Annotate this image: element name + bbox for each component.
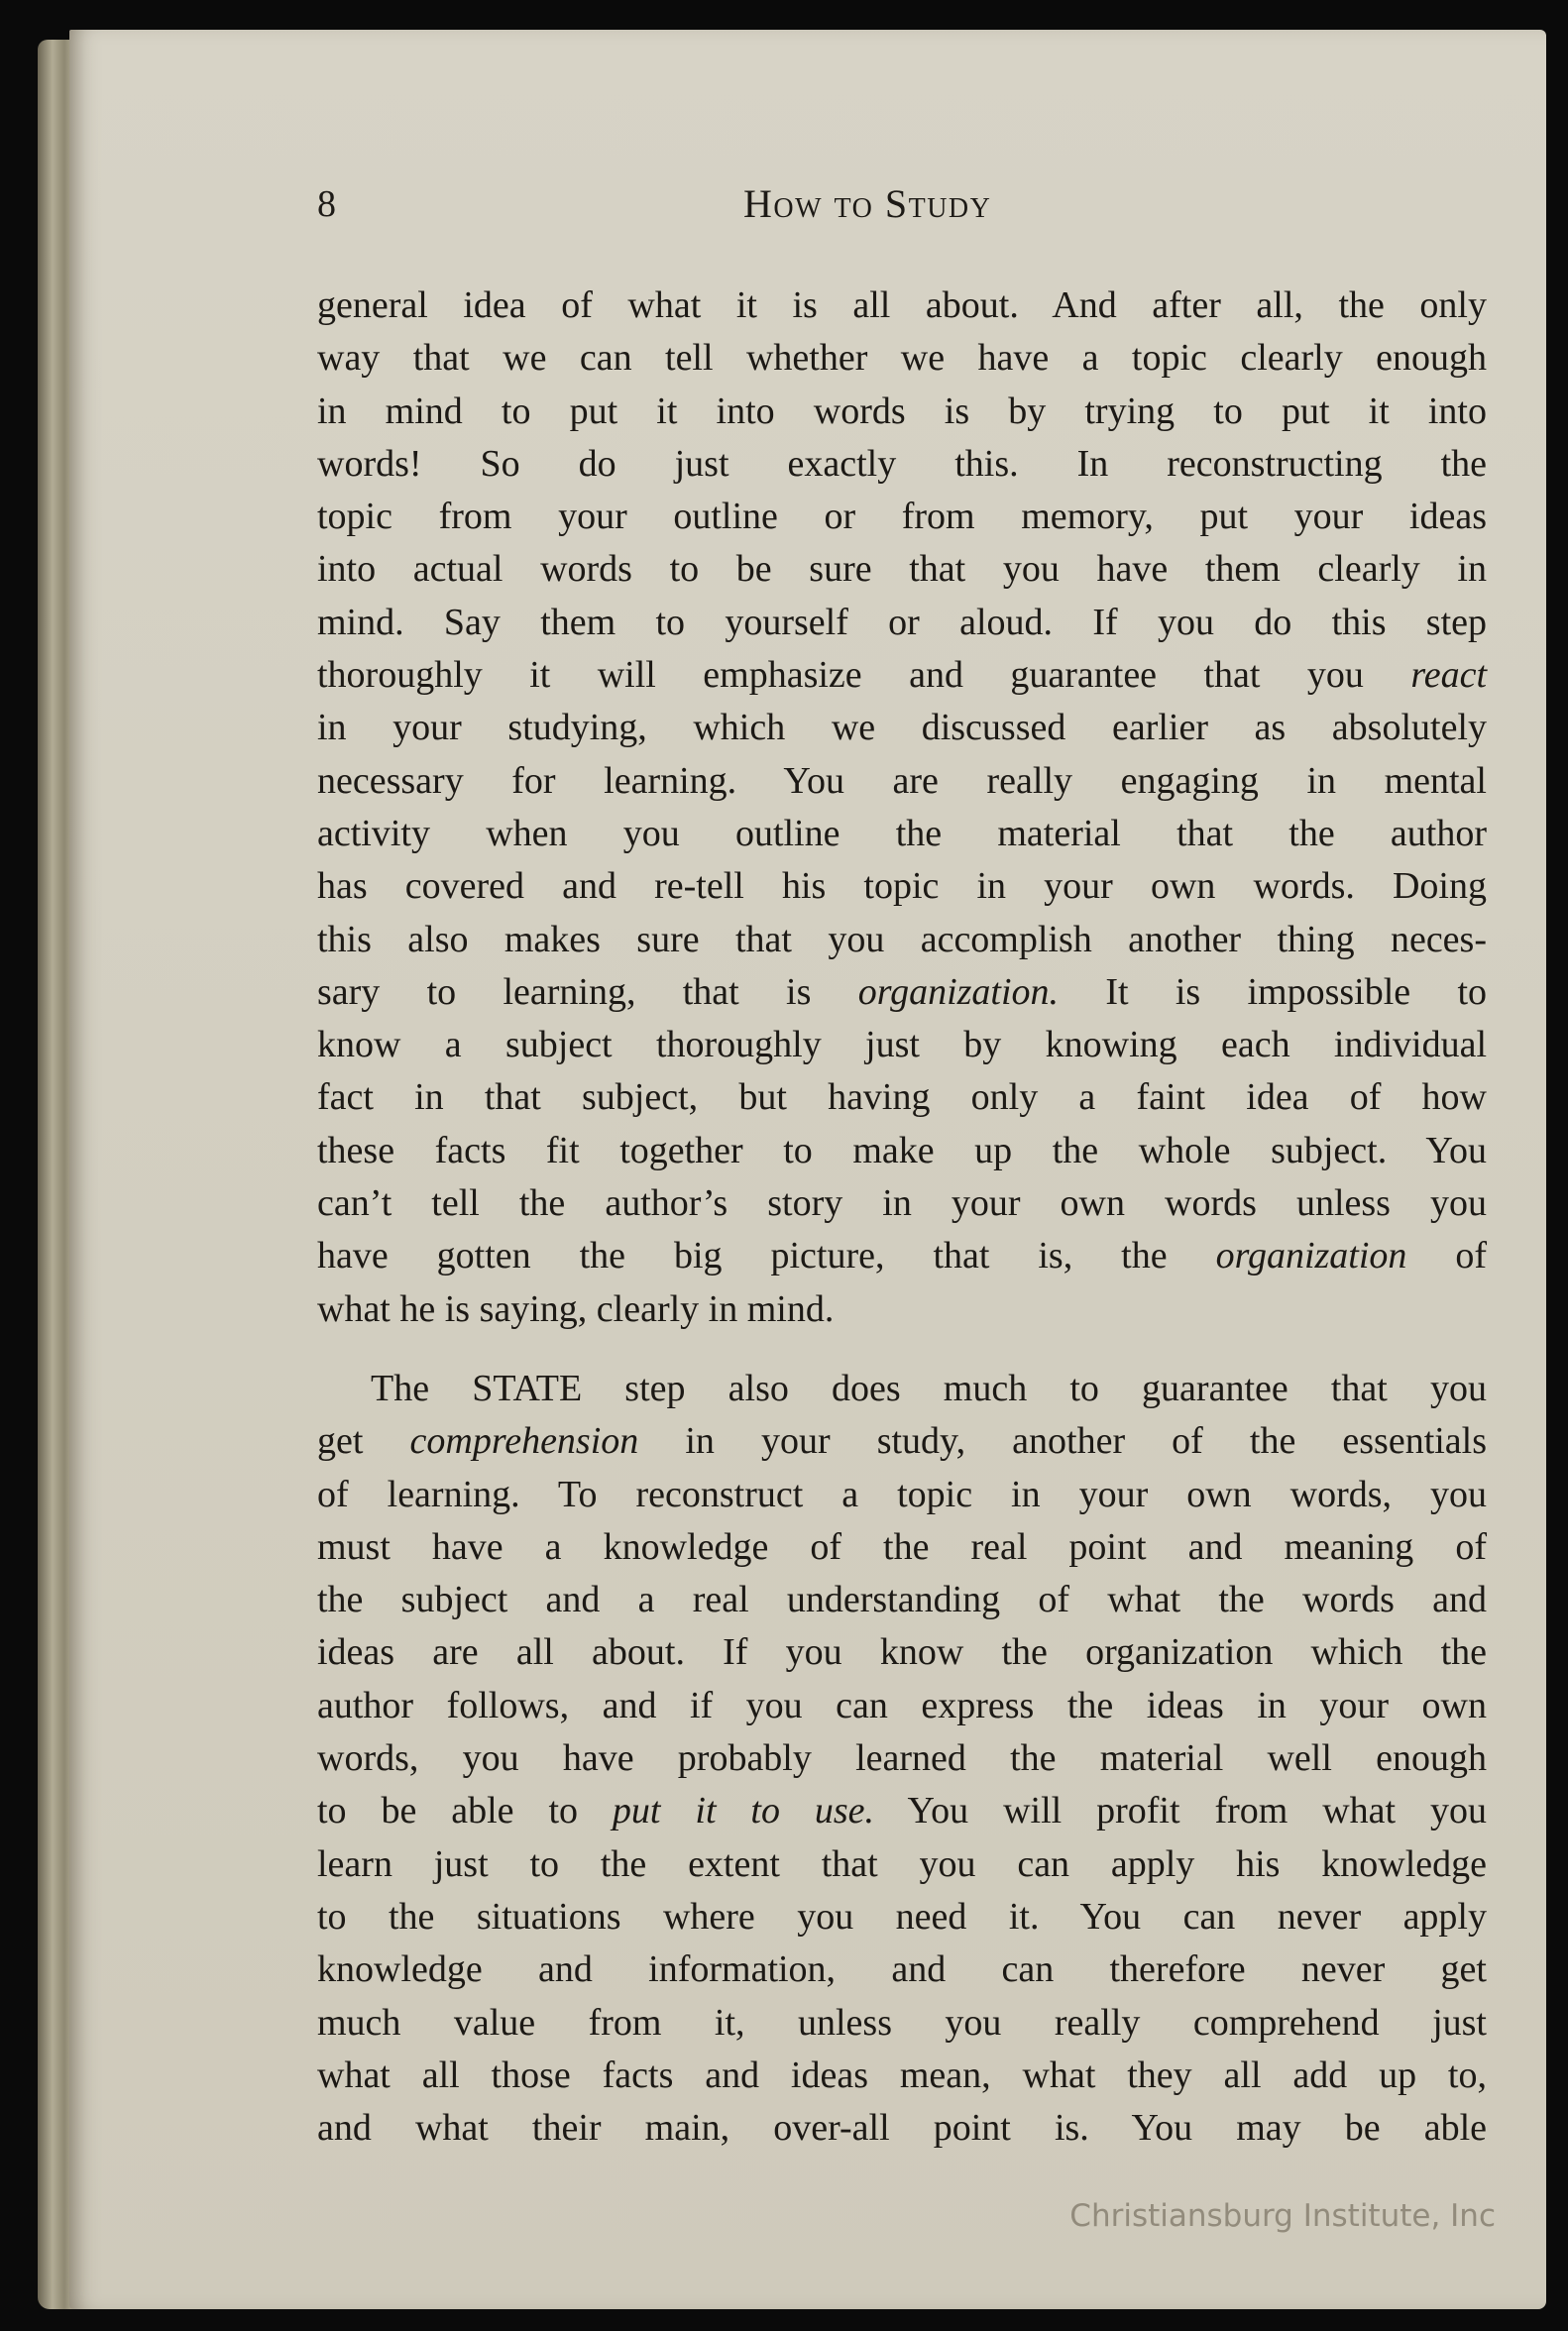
- paragraph-2: [317, 1363, 1487, 2155]
- text-line: into actual words to be sure that you have them clearly in: [317, 548, 1487, 591]
- body-text: [317, 279, 1487, 2155]
- book-page: [69, 30, 1546, 2309]
- text-line: knowledge and information, and can therefore never get: [317, 1948, 1487, 1991]
- text-run: of: [1455, 1235, 1488, 1277]
- text-line: [317, 1785, 1487, 1837]
- text-line: ideas are all about. If you know the organization which the: [317, 1631, 1487, 1674]
- text-run: You will profit from what you: [907, 1790, 1488, 1832]
- text-line: can’t tell the author’s story in your own words unless you: [317, 1182, 1487, 1225]
- text-line: what all those facts and ideas mean, what they all add up to,: [317, 2054, 1487, 2096]
- running-head: How to Study: [743, 181, 992, 226]
- italic-text: react: [1410, 654, 1487, 697]
- text-run: have gotten the big picture, that is, the: [317, 1235, 1168, 1277]
- italic-text: organization.: [857, 970, 1060, 1013]
- text-line: and what their main, over-all point is. You may be able: [317, 2107, 1487, 2150]
- text-line: must have a knowledge of the real point and meaning of: [317, 1525, 1487, 1568]
- book: [20, 30, 1551, 2314]
- text-line: this also makes sure that you accomplish another thing neces-: [317, 918, 1487, 960]
- text-line: has covered and re-tell his topic in your own words. Doing: [317, 865, 1487, 908]
- text-line: [317, 649, 1487, 702]
- text-run: to be able to: [317, 1790, 578, 1832]
- text-run: thoroughly it will emphasize and guarantee that you: [317, 654, 1364, 697]
- watermark: Christiansburg Institute, Inc: [1069, 2198, 1496, 2234]
- text-run: It is impossible to: [1105, 970, 1488, 1013]
- text-line: The STATE step also does much to guarantee that you: [371, 1367, 1487, 1409]
- text-line: in your studying, which we discussed earlier as absolutely: [317, 707, 1487, 749]
- text-line: the subject and a real understanding of what the words and: [317, 1579, 1487, 1621]
- text-run: get: [317, 1420, 364, 1463]
- text-line: [317, 1230, 1487, 1282]
- text-line: to the situations where you need it. You can never apply: [317, 1895, 1487, 1938]
- text-line: topic from your outline or from memory, put your ideas: [317, 496, 1487, 538]
- text-line: [317, 966, 1487, 1019]
- page-number: 8: [317, 183, 336, 225]
- text-run: in your study, another of the essentials: [685, 1420, 1488, 1463]
- text-run: sary to learning, that is: [317, 970, 812, 1013]
- text-line: general idea of what it is all about. And after all, the only: [317, 284, 1487, 326]
- italic-text: put it to use.: [612, 1790, 875, 1832]
- text-line: in mind to put it into words is by trying to put it into: [317, 389, 1487, 432]
- text-line: learn just to the extent that you can apply his knowledge: [317, 1842, 1487, 1885]
- text-line: these facts fit together to make up the whole subject. You: [317, 1129, 1487, 1171]
- text-line: fact in that subject, but having only a faint idea of how: [317, 1076, 1487, 1119]
- paragraph-1: [317, 279, 1487, 1336]
- text-line: [317, 1415, 1487, 1468]
- text-line: know a subject thoroughly just by knowing each individual: [317, 1024, 1487, 1066]
- text-line: mind. Say them to yourself or aloud. If you do this step: [317, 601, 1487, 643]
- italic-text: organization: [1215, 1235, 1407, 1277]
- text-line: words, you have probably learned the material well enough: [317, 1737, 1487, 1780]
- text-line: much value from it, unless you really comprehend just: [317, 2001, 1487, 2044]
- text-line: way that we can tell whether we have a topic clearly enough: [317, 337, 1487, 380]
- text-line: author follows, and if you can express the ideas in your own: [317, 1684, 1487, 1726]
- text-line: of learning. To reconstruct a topic in your own words, you: [317, 1473, 1487, 1515]
- text-line: words! So do just exactly this. In reconstructing the: [317, 442, 1487, 485]
- italic-text: comprehension: [409, 1420, 639, 1463]
- text-line: necessary for learning. You are really engaging in mental: [317, 759, 1487, 802]
- text-line: what he is saying, clearly in mind.: [317, 1287, 835, 1330]
- text-line: activity when you outline the material that the author: [317, 812, 1487, 854]
